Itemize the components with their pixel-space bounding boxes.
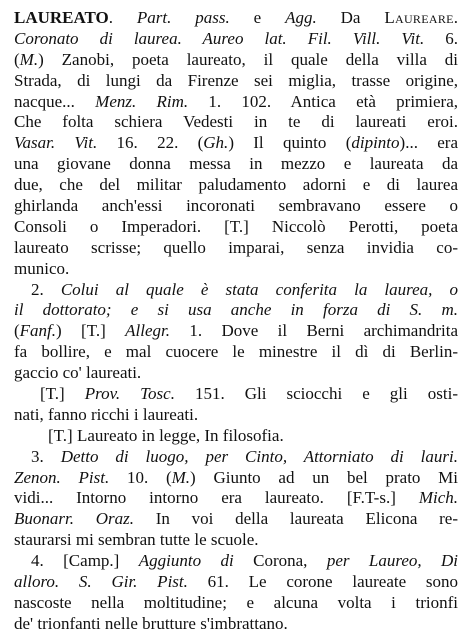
entry-line: il dottorato; e si usa anche in forza di S. m. (14, 300, 458, 320)
entry-line: (M.) Zanobi, poeta laureato, il quale della villa di (14, 49, 458, 69)
entry-line: de' trionfanti nelle brutture s'imbrattano. (14, 613, 288, 633)
entry-line: LAUREATO. Part. pass. e Agg. Da Laureare. (14, 8, 458, 27)
entry-line: Buonarr. Oraz. In voi della laureata Elicona re- (14, 509, 458, 529)
entry-line: alloro. S. Gir. Pist. 61. Le corone laureate sono (14, 572, 458, 592)
entry-line: una giovane donna messa in mezzo e laureata da (14, 154, 458, 174)
entry-line: 2. Colui al quale è stata conferita la laurea, o (31, 279, 458, 299)
entry-line: (Fanf.) [T.] Allegr. 1. Dove il Berni archimandrita (14, 321, 458, 341)
entry-line: ghirlanda anch'essi incoronati sembravano essere o (14, 196, 458, 216)
entry-line: nacque... Menz. Rim. 1. 102. Antica età primiera, (14, 91, 458, 111)
entry-line: vidi... Intorno intorno era laureato. [F.T-s.] Mich. (14, 488, 458, 508)
entry-line: staurarsi mi sembran tutte le scuole. (14, 530, 259, 550)
entry-line: nati, fanno ricchi i laureati. (14, 404, 199, 424)
headword: LAUREATO (14, 8, 109, 27)
entry-line: Consoli o Imperadori. [T.] Niccolò Perotti, poeta (14, 216, 458, 236)
entry-line: munico. (14, 258, 70, 278)
entry-line: Strada, di lungi da Firenze sei miglia, trasse origine, (14, 70, 458, 90)
entry-line: Vasar. Vit. 16. 22. (Gh.) Il quinto (dipinto)... era (14, 133, 458, 153)
entry-line: Zenon. Pist. 10. (M.) Giunto ad un bel prato Mi (14, 467, 458, 487)
entry-line: Che folta schiera Vedesti in te di laureati eroi. (14, 112, 458, 132)
dictionary-entry (14, 8, 458, 635)
entry-line: [T.] Prov. Tosc. 151. Gli sciocchi e gli osti- (40, 384, 458, 404)
entry-line: fa bollire, e mal cuocere le minestre il dì di Berlin- (14, 342, 458, 362)
entry-line: 3. Detto di luogo, per Cinto, Attorniato di lauri. (31, 446, 458, 466)
entry-line: 4. [Camp.] Aggiunto di Corona, per Laureo, Di (31, 551, 458, 571)
entry-line: nascoste nella moltitudine; e alcuna volta i trionfi (14, 592, 458, 612)
entry-line: Coronato di laurea. Aureo lat. Fil. Vill. Vit. 6. (14, 28, 458, 48)
entry-line: due, che del militar paludamento adorni e di laurea (14, 175, 458, 195)
entry-line: [T.] Laureato in legge, In filosofia. (48, 425, 284, 445)
entry-line: laureato scrisse; quello imparai, senza invidia co- (14, 237, 458, 257)
entry-line: gaccio co' laureati. (14, 363, 142, 383)
